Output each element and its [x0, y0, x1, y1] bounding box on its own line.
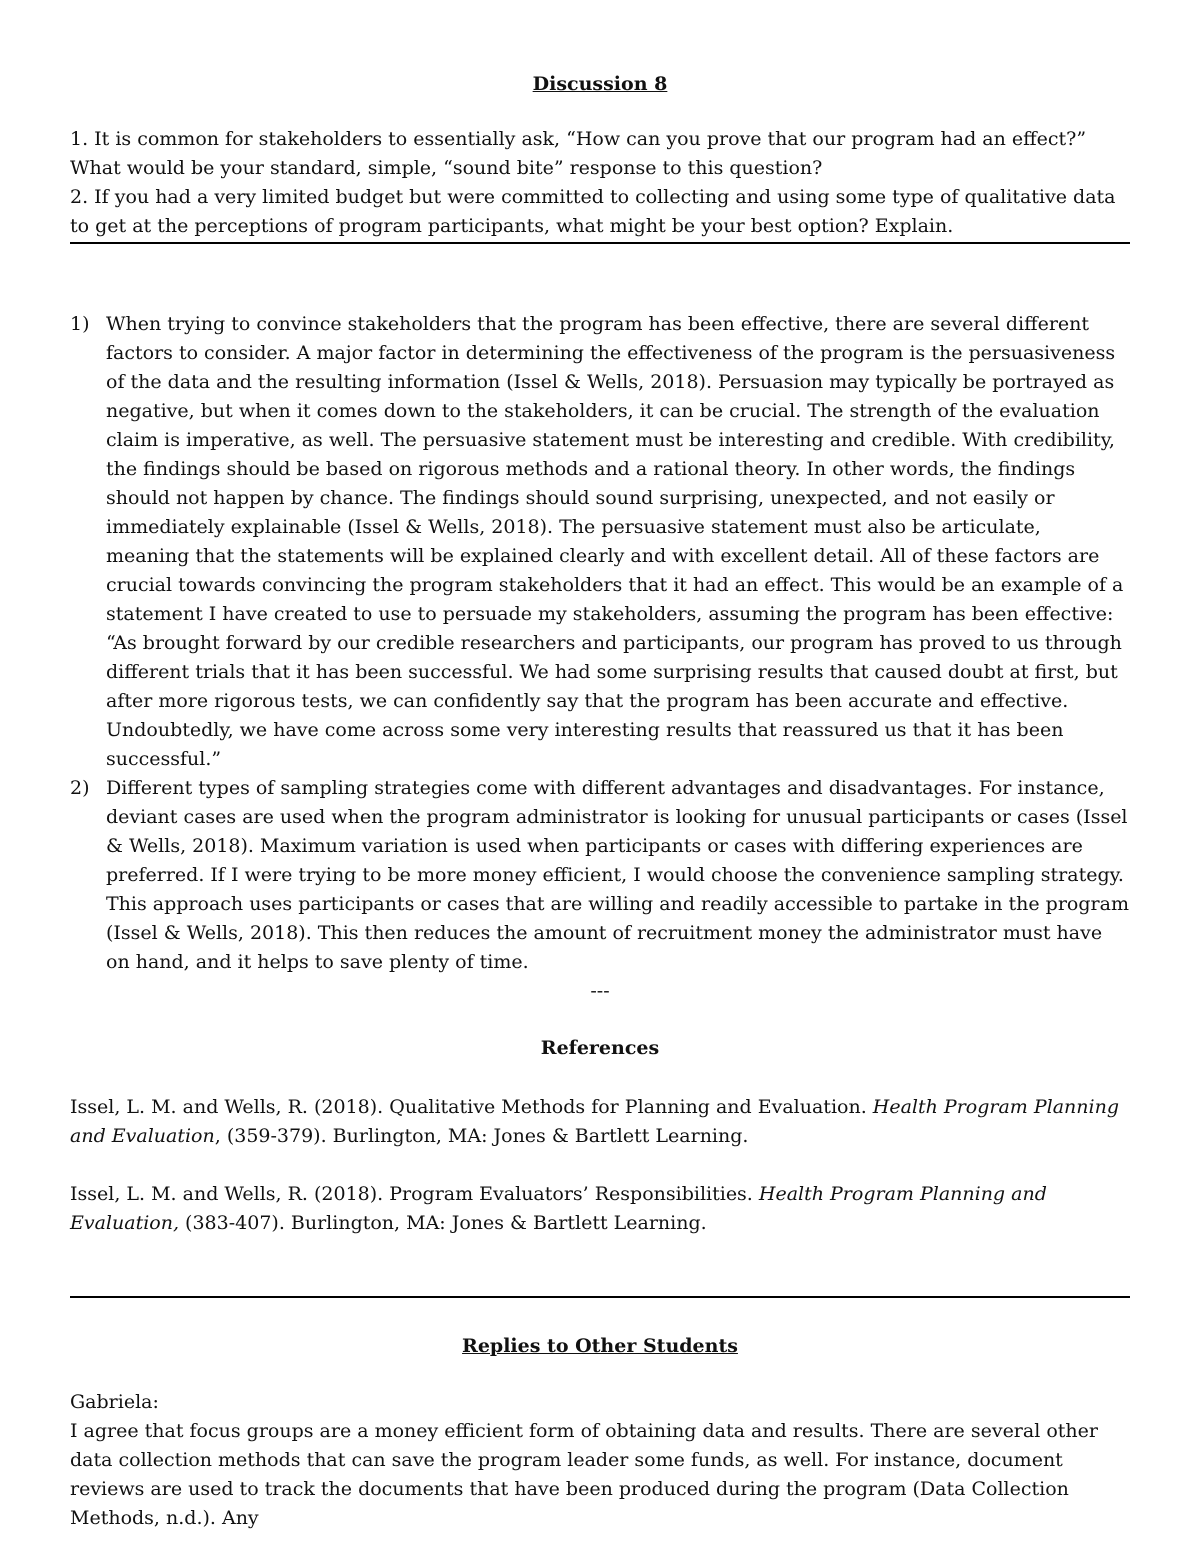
reply-recipient: Gabriela:	[70, 1391, 159, 1413]
divider-rule	[70, 1296, 1130, 1298]
question-2: 2. If you had a very limited budget but were committed to collecting and using some type of qualitative data to get at the perceptions of program participants, what might be your best option? Explain.	[70, 186, 1116, 237]
answer-text: When trying to convince stakeholders that the program has been effective, there are several different factors to consider. A major factor in determining the effectiveness of the program is the persuasiveness of the data and the resulting information (Issel & Wells, 2018). Persuasion may typically be portrayed as negative, but when it comes down to the stakeholders, it can be crucial. The strength of the evaluation claim is imperative, as well. The persuasive statement must be interesting and credible. With credibility, the findings should be based on rigorous methods and a rational theory. In other words, the findings should not happen by chance. The findings should sound surprising, unexpected, and not easily or immediately explainable (Issel & Wells, 2018). The persuasive statement must also be articulate, meaning that the statements will be explained clearly and with excellent detail. All of these factors are crucial towards convincing the program stakeholders that it had an effect. This would be an example of a statement I have created to use to persuade my stakeholders, assuming the program has been effective: “As brought forward by our credible researchers and participants, our program has proved to us through different trials that it has been successful. We had some surprising results that caused doubt at first, but after more rigorous tests, we can confidently say that the program has been accurate and effective. Undoubtedly, we have come across some very interesting results that reassured us that it has been successful.”	[106, 313, 1124, 770]
answer-number: 1)	[70, 313, 90, 335]
reference-text: , (359-379). Burlington, MA: Jones & Bartlett Learning.	[214, 1125, 749, 1147]
references-heading: References	[540, 1037, 660, 1059]
reference-entry	[70, 1093, 1130, 1151]
question-1: 1. It is common for stakeholders to essentially ask, “How can you prove that our program had an effect?” What would be your standard, simple, “sound bite” response to this question?	[70, 128, 1087, 179]
reference-entry	[70, 1180, 1130, 1238]
reference-text: Issel, L. M. and Wells, R. (2018). Qualitative Methods for Planning and Evaluation.	[70, 1096, 873, 1118]
reference-text: (383-407). Burlington, MA: Jones & Bartlett Learning.	[179, 1212, 707, 1234]
reference-source: Health Program Planning and Evaluation	[70, 1096, 1119, 1147]
answer-number: 2)	[70, 777, 90, 799]
replies-heading: Replies to Other Students	[462, 1335, 738, 1357]
answer-item-1	[70, 310, 1130, 774]
answers-list	[70, 310, 1130, 977]
separator: ---	[590, 980, 610, 1002]
answer-text: Different types of sampling strategies come with different advantages and disadvantages. For instance, deviant cases are used when the program administrator is looking for unusual participants or cases (Issel & Wells, 2018). Maximum variation is used when participants or cases with differing experiences are preferred. If I were trying to be more money efficient, I would choose the convenience sampling strategy. This approach uses participants or cases that are willing and readily accessible to partake in the program (Issel & Wells, 2018). This then reduces the amount of recruitment money the administrator must have on hand, and it helps to save plenty of time.	[106, 777, 1129, 973]
reply-text: I agree that focus groups are a money efficient form of obtaining data and results. There are several other data collection methods that can save the program leader some funds, as well. For instance, document reviews are used to track the documents that have been produced during the program (Data Collection Methods, n.d.). Any	[70, 1420, 1098, 1529]
page-title: Discussion 8	[532, 73, 668, 95]
divider-rule	[70, 242, 1130, 244]
answer-item-2	[70, 774, 1130, 977]
document-page	[70, 70, 1130, 1533]
reference-text: Issel, L. M. and Wells, R. (2018). Program Evaluators’ Responsibilities.	[70, 1183, 759, 1205]
reference-source: Health Program Planning and Evaluation,	[70, 1183, 1047, 1234]
